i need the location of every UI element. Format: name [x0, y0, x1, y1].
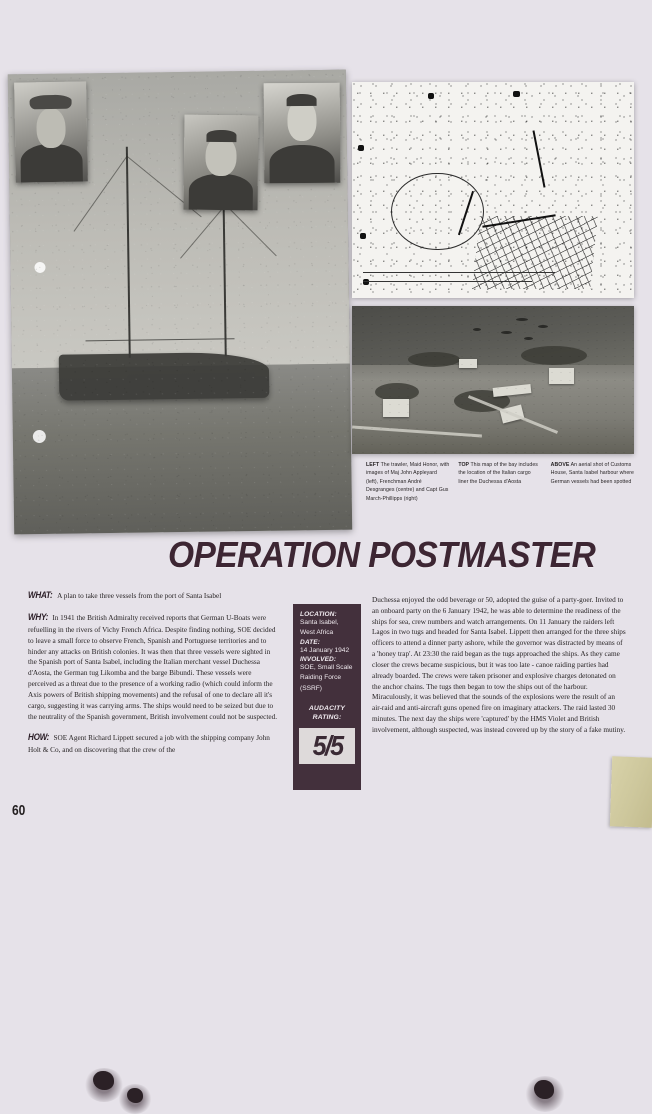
how-text: SOE Agent Richard Lippett secured a job with the shipping company John Holt & Co, and on discovering that the crew of the — [28, 734, 270, 754]
map-scale-bar — [363, 272, 555, 273]
bullet-hole-icon — [127, 1088, 143, 1103]
portrait-body — [269, 145, 335, 183]
why-paragraph — [28, 611, 280, 722]
why-text: In 1941 the British Admiralty received reports that German U-Boats were refuelling in the rivers of Vichy French Africa. Despite finding nothing, SOE decided to leave a small force to observe French, Spanish and Portuguese territories and to hinder any attacks on British colonies. It was then that three vessels were sighted in the Spanish port of Santa Isabel, including the Italian merchant vessel Duchessa d'Aosta, the German tug Likomba and the barge Bibundi. These vessels were perceived as a threat due to the presence of a working radio (which could inform the Axis powers of British shipping movements) and the refusal of one to declare all it's cargo, suggesting it was carrying arms. The ships would need to be seized but due to the neutrality of the Spanish government, British involvement could not be suspected. — [28, 614, 278, 721]
page-number: 60 — [12, 802, 26, 819]
audacity-rating-label-line2: RATING: — [312, 713, 342, 721]
map-bay-outline — [391, 173, 483, 251]
portrait-face — [205, 136, 236, 176]
bullet-hole-icon — [534, 1080, 554, 1099]
what-paragraph — [28, 589, 280, 602]
caption-text: An aerial shot of Customs House, Santa Isabel harbour where German vessels had been spotted — [550, 462, 634, 485]
portrait-body — [20, 143, 83, 182]
right-column-paragraph: Duchessa enjoyed the odd beverage or 50, adopted the guise of a party-goer. Invited to an onboard party on the 6 January 1942, he was able to determine the readiness of the ships for sea, crew numbers and watch arrangements. On 11 January the raiders left Lagos in two tugs and headed for Santa Isabel. Lippett then arranged for the three ships officers to attend a dinner party ashore, while the governor was distracted by means of a 'honey trap'. At 23:30 the raid began as the tugs approached the ships. As they came closer the crews became suspicious, but it was too late - canoe raiding parties had already boarded. The crews were taken prisoner and explosive charges detonated on the anchor chains. The tugs then began to tow the ships out of the harbour. Miraculously, it was believed that the sounds of the explosions were the result of an air-raid and anti-aircraft guns opened fire on imaginary attackers. The raid lasted 30 minutes. The next day the ships were 'captured' by the HMS Violet and British involvement, although suspected, was instead covered up by the story of a fake mutiny. — [372, 596, 626, 734]
aerial-photo — [352, 306, 634, 454]
audacity-rating-value: 5/5 — [312, 729, 342, 761]
map-marker — [513, 91, 520, 97]
how-paragraph — [28, 731, 280, 755]
involved-value-line2: Raiding Force — [300, 674, 342, 682]
map-scale-bar — [363, 281, 532, 282]
article-title-block — [0, 534, 652, 590]
fact-box — [293, 604, 361, 790]
page-title: OPERATION POSTMASTER — [168, 534, 596, 575]
caption-left — [366, 461, 449, 503]
portrait-hair — [287, 94, 317, 106]
location-label: LOCATION: — [300, 611, 337, 618]
left-text-column — [28, 589, 280, 756]
portrait-hair — [206, 130, 236, 142]
map-marker — [358, 145, 364, 151]
portrait-march-phillipps — [264, 83, 341, 184]
involved-value-line1: SOE, Small Scale — [300, 664, 353, 672]
what-label: WHAT: — [28, 590, 53, 600]
location-value-line2: West Africa — [300, 629, 334, 637]
bullet-hole-icon — [93, 1071, 114, 1090]
audacity-rating-box — [299, 728, 355, 764]
date-label: DATE: — [300, 638, 320, 646]
caption-text: This map of the bay includes the location of the Italian cargo liner the Duchessa d'Aosta — [458, 462, 538, 485]
portrait-appleyard — [14, 81, 88, 182]
location-value-line1: Santa Isabel, — [300, 619, 339, 626]
right-text-column — [372, 595, 626, 736]
caption-above — [551, 461, 634, 503]
caption-lead: LEFT — [366, 462, 380, 468]
audacity-rating-label-line1: AUDACITY — [308, 705, 346, 713]
page-edge-paper — [610, 756, 652, 827]
map-marker — [428, 93, 434, 99]
caption-lead: TOP — [458, 462, 470, 468]
involved-label: INVOLVED: — [300, 656, 337, 664]
portrait-desgranges — [184, 115, 259, 211]
bay-map-image — [352, 82, 634, 298]
caption-lead: ABOVE — [550, 462, 570, 468]
military-cap-icon — [29, 95, 71, 110]
portrait-face — [36, 108, 65, 148]
how-label: HOW: — [28, 732, 50, 743]
date-value: 14 January 1942 — [300, 646, 350, 654]
what-text: A plan to take three vessels from the port of Santa Isabel — [57, 592, 222, 600]
caption-top — [458, 461, 541, 503]
photo-grain — [352, 306, 634, 454]
why-label: WHY: — [28, 612, 49, 623]
map-town-grid — [472, 216, 598, 289]
involved-value-line3: (SSRF) — [300, 684, 322, 692]
caption-text: The trawler, Maid Honor, with images of Maj John Appleyard (left), Frenchman André Desgranges (centre) and Capt Gus March-Phillipps (right) — [366, 462, 450, 502]
portrait-body — [189, 174, 253, 211]
photo-captions — [366, 461, 634, 503]
